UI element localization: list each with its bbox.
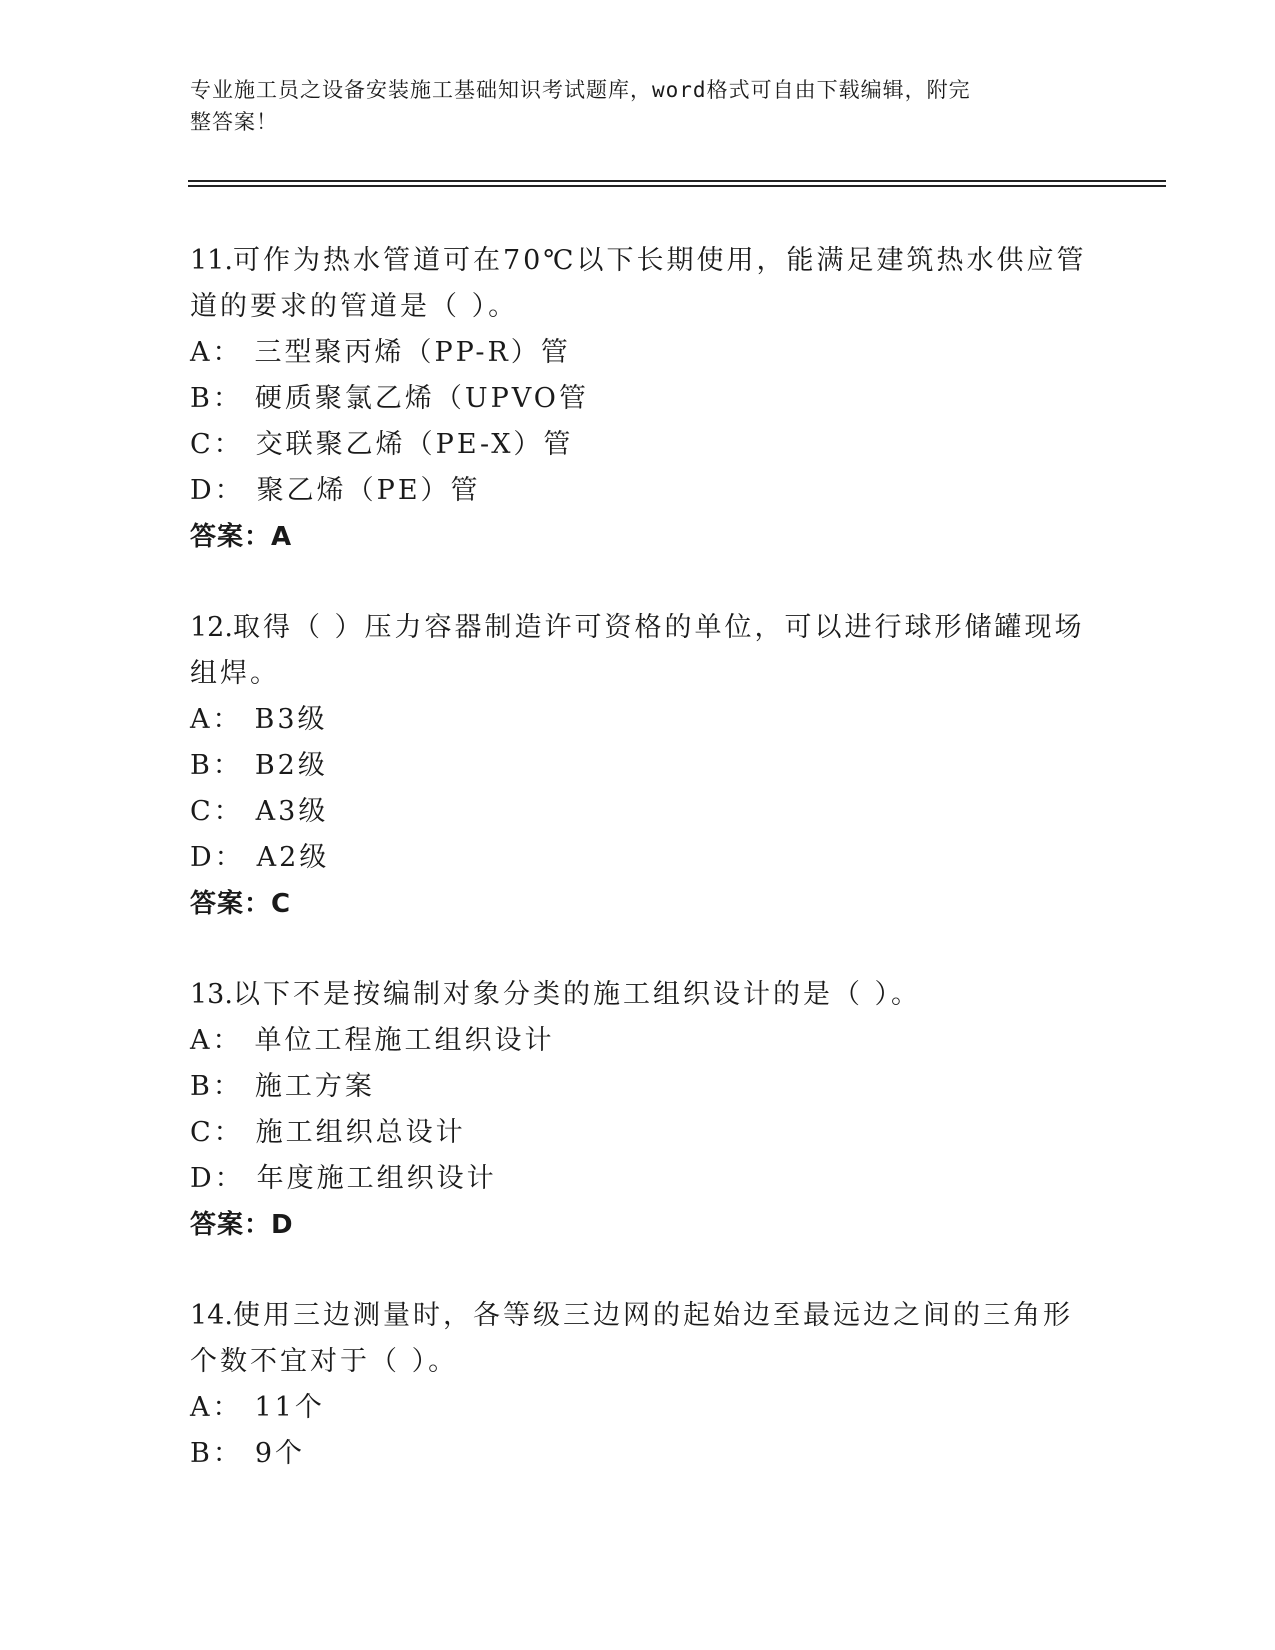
question-number: 14. <box>190 1300 233 1331</box>
option-a <box>190 697 1090 743</box>
option-text: 施工方案 <box>254 1071 375 1102</box>
option-key: B： <box>190 1438 243 1469</box>
option-key: B： <box>190 750 243 781</box>
question-14 <box>190 1293 1090 1477</box>
option-key: D： <box>190 475 245 506</box>
question-number: 12. <box>190 612 233 643</box>
option-key: B： <box>190 383 243 414</box>
option-a <box>190 1385 1090 1431</box>
question-number: 11. <box>190 245 233 276</box>
header-line-1: 专业施工员之设备安装施工基础知识考试题库，word格式可自由下载编辑，附完 <box>190 78 971 102</box>
option-d <box>190 468 1090 514</box>
option-text: B3级 <box>254 704 328 735</box>
option-key: C： <box>190 1117 244 1148</box>
option-key: A： <box>190 1392 243 1423</box>
option-c <box>190 789 1090 835</box>
answer-line: 答案：C <box>190 889 292 919</box>
option-c <box>190 422 1090 468</box>
question-text <box>190 605 1090 697</box>
question-text <box>190 1293 1090 1385</box>
option-text: B2级 <box>254 750 328 781</box>
option-text: 三型聚丙烯（PP-R）管 <box>254 337 571 368</box>
option-a <box>190 330 1090 376</box>
option-b <box>190 376 1090 422</box>
option-text: 9个 <box>254 1438 306 1469</box>
option-key: A： <box>190 1025 243 1056</box>
option-text: 硬质聚氯乙烯（UPVO管 <box>254 383 589 414</box>
option-key: D： <box>190 1163 245 1194</box>
question-number: 13. <box>190 979 233 1010</box>
option-text: 施工组织总设计 <box>255 1117 466 1148</box>
option-text: 聚乙烯（PE）管 <box>256 475 481 506</box>
option-text: 单位工程施工组织设计 <box>254 1025 555 1056</box>
question-body: 以下不是按编制对象分类的施工组织设计的是（ ）。 <box>232 979 922 1010</box>
option-key: C： <box>190 796 244 827</box>
header-line-2: 整答案！ <box>190 110 278 134</box>
answer-line: 答案：A <box>190 522 293 552</box>
document-header <box>190 74 1090 138</box>
question-text <box>190 238 1090 330</box>
option-key: A： <box>190 704 243 735</box>
option-key: B： <box>190 1071 243 1102</box>
question-body: 取得（ ）压力容器制造许可资格的单位，可以进行球形储罐现场组焊。 <box>190 612 1085 689</box>
option-text: 年度施工组织设计 <box>256 1163 497 1194</box>
option-b <box>190 743 1090 789</box>
option-d <box>190 835 1090 881</box>
header-divider-top <box>188 180 1166 182</box>
header-divider-bottom <box>188 185 1166 187</box>
option-text: 交联聚乙烯（PE-X）管 <box>255 429 574 460</box>
option-text: A2级 <box>256 842 330 873</box>
option-text: 11个 <box>254 1392 325 1423</box>
question-12 <box>190 605 1090 927</box>
option-c <box>190 1110 1090 1156</box>
question-11 <box>190 238 1090 560</box>
option-key: D： <box>190 842 245 873</box>
option-text: A3级 <box>255 796 329 827</box>
question-body: 使用三边测量时，各等级三边网的起始边至最远边之间的三角形个数不宜对于（ ）。 <box>190 1300 1073 1377</box>
option-d <box>190 1156 1090 1202</box>
option-a <box>190 1018 1090 1064</box>
question-13 <box>190 972 1090 1248</box>
option-b <box>190 1064 1090 1110</box>
option-key: C： <box>190 429 244 460</box>
question-body: 可作为热水管道可在70℃以下长期使用，能满足建筑热水供应管道的要求的管道是（ ）。 <box>190 245 1087 322</box>
question-list <box>190 238 1090 1522</box>
option-key: A： <box>190 337 243 368</box>
answer-line: 答案：D <box>190 1210 294 1240</box>
option-b <box>190 1431 1090 1477</box>
question-text <box>190 972 1090 1018</box>
